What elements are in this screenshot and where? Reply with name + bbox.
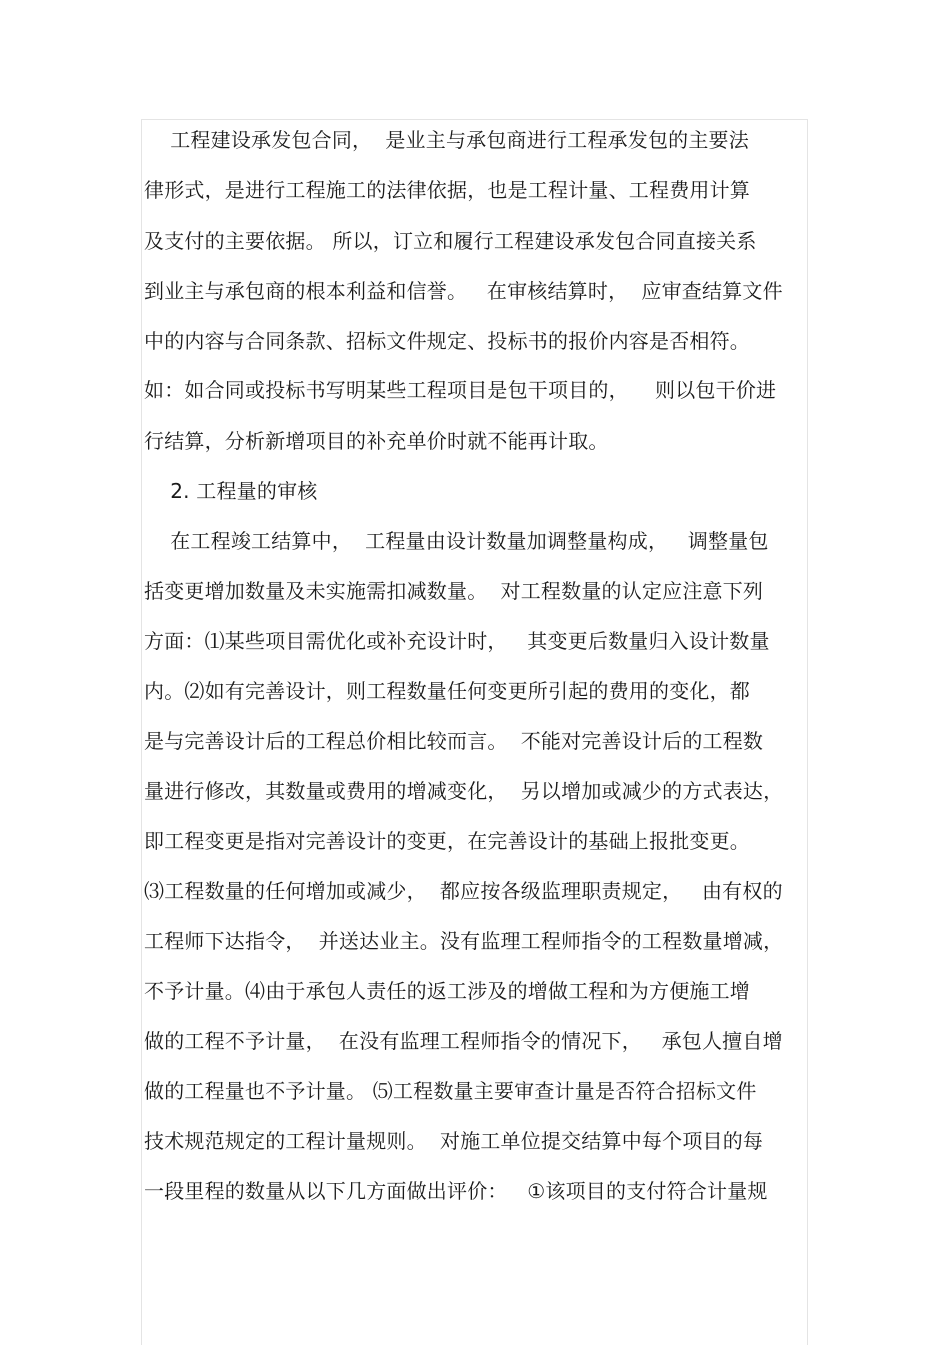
text-line: 一段里程的数量从以下几方面做出评价： ①该项目的支付符合计量规 xyxy=(144,1179,768,1203)
text-line: 方面：⑴某些项目需优化或补充设计时， 其变更后数量归入设计数量 xyxy=(144,629,770,653)
text-line: ⑶工程数量的任何增加或减少， 都应按各级监理职责规定， 由有权的 xyxy=(144,879,783,903)
text-line: 及支付的主要依据。 所以，订立和履行工程建设承发包合同直接关系 xyxy=(144,229,757,253)
text-line: 括变更增加数量及未实施需扣减数量。 对工程数量的认定应注意下列 xyxy=(144,579,764,603)
text-line: 做的工程不予计量， 在没有监理工程师指令的情况下， 承包人擅自增 xyxy=(144,1029,783,1053)
text-line: 技术规范规定的工程计量规则。 对施工单位提交结算中每个项目的每 xyxy=(144,1129,764,1153)
text-line: 在工程竣工结算中， 工程量由设计数量加调整量构成， 调整量包 xyxy=(144,529,769,553)
text-line: 不予计量。⑷由于承包人责任的返工涉及的增做工程和为方便施工增 xyxy=(144,979,750,1003)
text-line: 即工程变更是指对完善设计的变更，在完善设计的基础上报批变更。 xyxy=(144,829,750,853)
text-line: 工程师下达指令， 并送达业主。没有监理工程师指令的工程数量增减， xyxy=(144,929,784,953)
text-line: 量进行修改，其数量或费用的增减变化， 另以增加或减少的方式表达， xyxy=(144,779,784,803)
text-line: 律形式，是进行工程施工的法律依据，也是工程计量、工程费用计算 xyxy=(144,178,750,202)
text-line: 到业主与承包商的根本利益和信誉。 在审核结算时， 应审查结算文件 xyxy=(144,279,783,303)
text-line: 如：如合同或投标书写明某些工程项目是包干项目的， 则以包干价进 xyxy=(144,378,777,402)
text-line: 行结算，分析新增项目的补充单价时就不能再计取。 xyxy=(144,429,609,453)
text-line: 内。⑵如有完善设计，则工程数量任何变更所引起的费用的变化，都 xyxy=(144,679,750,703)
text-line: 工程建设承发包合同， 是业主与承包商进行工程承发包的主要法 xyxy=(144,128,749,152)
text-line: 中的内容与合同条款、招标文件规定、投标书的报价内容是否相符。 xyxy=(144,329,750,353)
section-heading: 2. 工程量的审核 xyxy=(144,479,318,503)
text-line: 做的工程量也不予计量。 ⑸工程数量主要审查计量是否符合招标文件 xyxy=(144,1079,757,1103)
text-line: 是与完善设计后的工程总价相比较而言。 不能对完善设计后的工程数 xyxy=(144,729,764,753)
